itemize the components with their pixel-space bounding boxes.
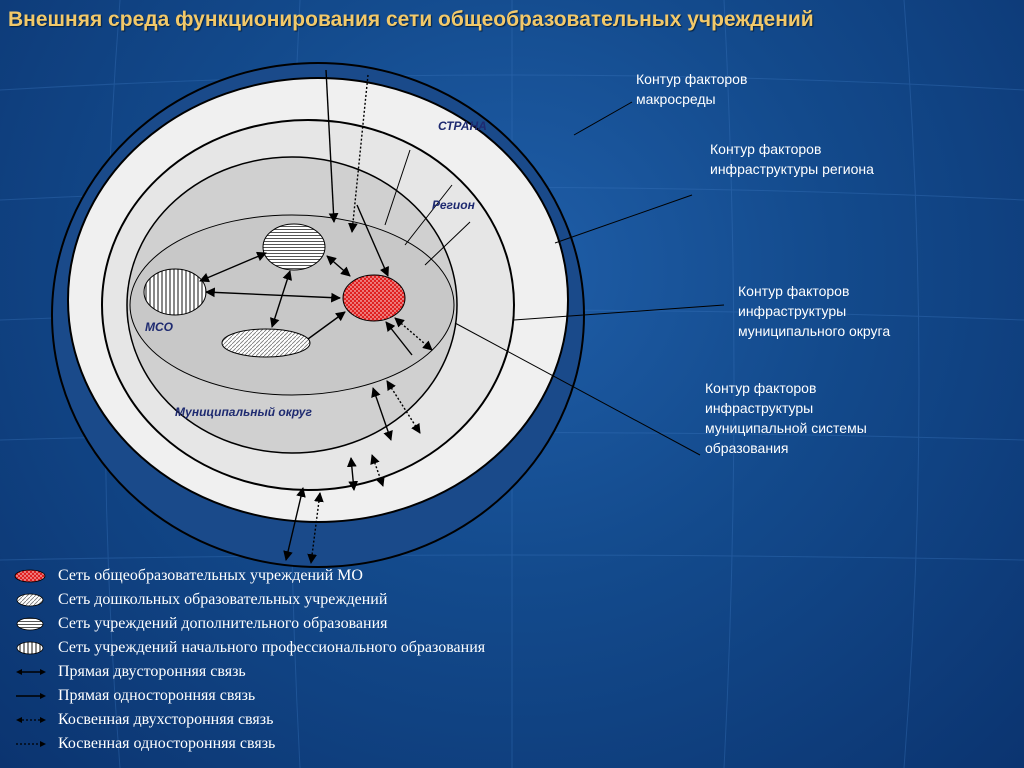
callout-macro: Контур факторов макросреды bbox=[636, 71, 748, 107]
horizontal-striped-ellipse-icon bbox=[14, 617, 48, 631]
page-title: Внешняя среда функционирования сети общеобразовательных учреждений bbox=[8, 8, 814, 31]
legend bbox=[12, 567, 712, 759]
legend-item bbox=[12, 711, 712, 735]
legend-item bbox=[12, 567, 712, 591]
zone-label-region: Регион bbox=[432, 198, 475, 212]
legend-label: Сеть учреждений дополнительного образования bbox=[58, 615, 388, 632]
vertical-striped-ellipse-icon bbox=[14, 641, 48, 655]
red-dotted-ellipse-icon bbox=[14, 569, 48, 583]
legend-item bbox=[12, 615, 712, 639]
legend-label: Сеть учреждений начального профессионального образования bbox=[58, 639, 486, 656]
dotted-single-arrow-icon bbox=[14, 737, 48, 751]
supplementary-education-network bbox=[263, 224, 325, 270]
diagonal-hatched-ellipse-icon bbox=[14, 593, 48, 607]
legend-item bbox=[12, 735, 712, 759]
legend-label: Косвенная двухсторонняя связь bbox=[58, 711, 274, 728]
vocational-education-network bbox=[144, 269, 206, 315]
dotted-double-arrow-icon bbox=[14, 713, 48, 727]
zone-label-country: СТРАНА bbox=[438, 119, 487, 133]
preschool-network bbox=[222, 329, 310, 357]
legend-item bbox=[12, 639, 712, 663]
callout-municipal: Контур факторов инфраструктуры муниципального округа bbox=[738, 283, 891, 339]
legend-label: Сеть дошкольных образовательных учреждений bbox=[58, 591, 388, 608]
callout-region: Контур факторов инфраструктуры региона bbox=[710, 141, 874, 177]
general-schools-network bbox=[343, 275, 405, 321]
zone-label-mso: МСО bbox=[145, 320, 173, 334]
zone-label-municipal-district: Муниципальный округ bbox=[175, 405, 312, 419]
legend-label: Прямая односторонняя связь bbox=[58, 687, 256, 704]
legend-label: Сеть общеобразовательных учреждений МО bbox=[58, 567, 363, 584]
legend-label: Прямая двусторонняя связь bbox=[58, 663, 246, 680]
solid-single-arrow-icon bbox=[14, 689, 48, 703]
legend-item bbox=[12, 591, 712, 615]
legend-label: Косвенная односторонняя связь bbox=[58, 735, 276, 752]
legend-item bbox=[12, 687, 712, 711]
callout-mso: Контур факторов инфраструктуры муниципальной системы образования bbox=[705, 380, 867, 456]
legend-item bbox=[12, 663, 712, 687]
solid-double-arrow-icon bbox=[14, 665, 48, 679]
